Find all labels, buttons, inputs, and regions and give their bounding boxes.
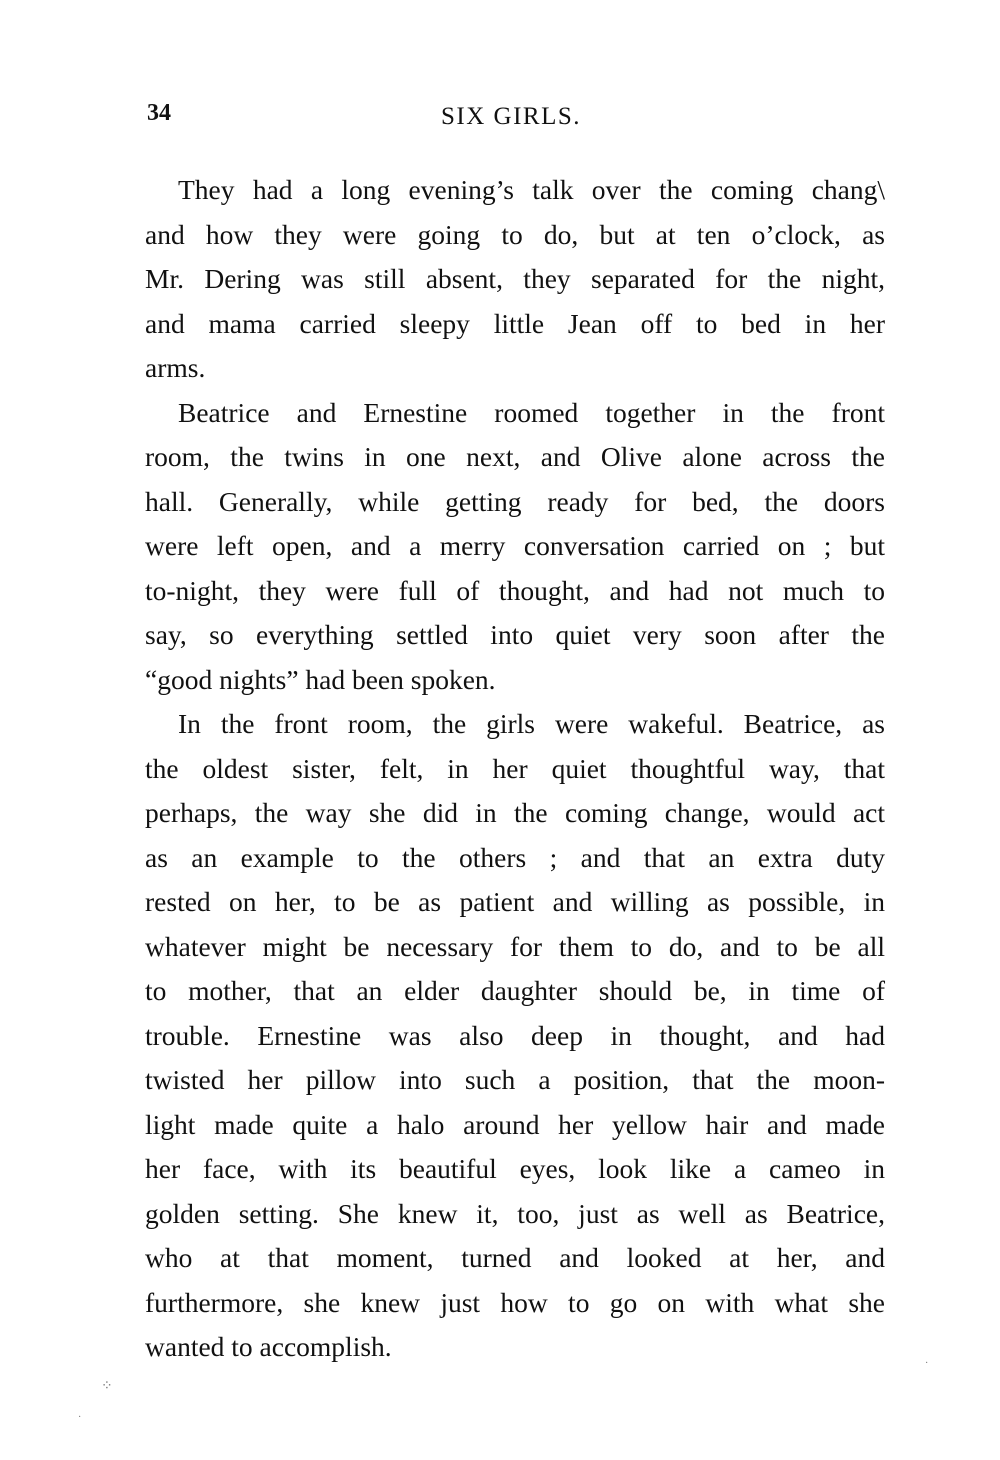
ink-dot-left: · <box>78 1412 82 1423</box>
paragraph-3-line-3: perhaps, the way she did in the coming change, would act <box>145 797 885 828</box>
paragraph-2-line-7: “good nights” had been spoken. <box>145 663 496 695</box>
page-number: 34 <box>147 100 171 126</box>
paragraph-2-line-1: Beatrice and Ernestine roomed together in the front <box>178 396 885 428</box>
paragraph-3-line-11: her face, with its beautiful eyes, look like a cameo in <box>145 1153 885 1184</box>
paragraph-1-line-4: and mama carried sleepy little Jean off to bed in her <box>145 307 885 339</box>
paragraph-3-line-14: furthermore, she knew just how to go on with what she <box>145 1286 885 1318</box>
paragraph-1-line-2: and how they were going to do, but at ten o’clock, as <box>145 218 885 250</box>
paragraph-3-line-15: wanted to accomplish. <box>145 1331 392 1362</box>
paragraph-3-line-5: rested on her, to be as patient and willing as possible, in <box>145 886 885 917</box>
paragraph-3-line-9: twisted her pillow into such a position, that the moon- <box>145 1064 885 1095</box>
paragraph-1-line-1: They had a long evening’s talk over the coming chang\ <box>178 174 885 205</box>
paragraph-3-line-7: to mother, that an elder daughter should be, in time of <box>145 975 885 1006</box>
body-text <box>145 168 885 1370</box>
paragraph-3-line-8: trouble. Ernestine was also deep in thought, and had <box>145 1019 885 1051</box>
paragraph-2-line-2: room, the twins in one next, and Olive alone across the <box>145 441 885 472</box>
ink-speck-mark: ⁘ <box>101 1379 113 1394</box>
paragraph-3-line-4: as an example to the others ; and that an extra duty <box>145 841 885 873</box>
paragraph-2-line-3: hall. Generally, while getting ready for bed, the doors <box>145 485 885 517</box>
paragraph-1-line-3: Mr. Dering was still absent, they separated for the night, <box>145 263 885 294</box>
paragraph-3-line-10: light made quite a halo around her yellow hair and made <box>145 1108 885 1140</box>
paragraph-3-line-12: golden setting. She knew it, too, just as well as Beatrice, <box>145 1197 885 1229</box>
paragraph-2-line-4: were left open, and a merry conversation carried on ; but <box>145 530 885 561</box>
paragraph-3-line-2: the oldest sister, felt, in her quiet thoughtful way, that <box>145 752 885 784</box>
paragraph-2-line-6: say, so everything settled into quiet very soon after the <box>145 619 885 650</box>
running-head: SIX GIRLS. <box>440 103 581 130</box>
paragraph-3-line-1: In the front room, the girls were wakeful. Beatrice, as <box>178 708 885 739</box>
paragraph-3-line-6: whatever might be necessary for them to do, and to be all <box>145 930 885 962</box>
ink-dot-right: · <box>925 1358 929 1369</box>
paragraph-1-line-5: arms. <box>145 352 206 383</box>
paragraph-2-line-5: to-night, they were full of thought, and had not much to <box>145 574 885 606</box>
paragraph-3-line-13: who at that moment, turned and looked at her, and <box>145 1242 885 1273</box>
